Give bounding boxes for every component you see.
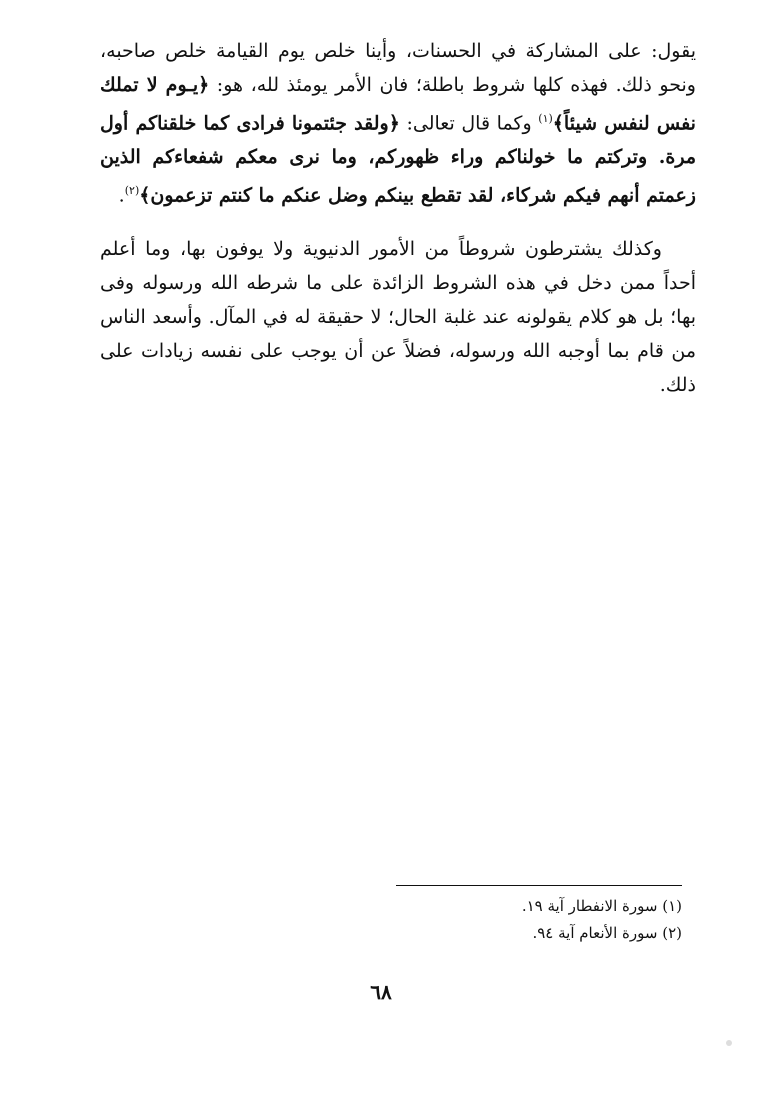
paragraph-2 — [100, 232, 696, 402]
paragraph-1-text-c: . — [118, 184, 125, 207]
paragraph-1-text-b: وكما قال تعالى: — [399, 112, 539, 135]
quran-quote-1: ﴿يـوم لا تملك نفس لنفس شيئاً﴾ — [100, 74, 696, 135]
footnote-1: (١) سورة الانفطار آية ١٩. — [521, 897, 682, 915]
quran-quote-2: ﴿ولقد جئتمونا فرادى كما خلقناكم أول مرة. وتركتم ما خولناكم وراء ظهوركم، وما نرى معكم شفعاءكم الذين زعمتم أنهم فيكم شركاء، لقد تقطع بينكم وضل عنكم ما كنتم تزعمون﴾ — [100, 112, 696, 207]
footnotes — [396, 893, 682, 947]
footnote-2: (٢) سورة الأنعام آية ٩٤. — [532, 924, 682, 942]
footnote-ref-2: (٢) — [124, 184, 140, 198]
footnote-ref-1: (١) — [538, 112, 553, 125]
footnote-divider — [396, 885, 682, 886]
paragraph-1 — [100, 34, 696, 213]
paragraph-1-text-a: يقول: على المشاركة في الحسنات، وأينا خلص يوم القيامة خلص صاحبه، ونحو ذلك. فهذه كلها شروط باطلة؛ فان الأمر يومئذ لله، هو: — [100, 40, 696, 96]
scan-speck — [726, 1040, 732, 1046]
paragraph-2-text: وكذلك يشترطون شروطاً من الأمور الدنيوية ولا يوفون بها، وما أعلم أحداً ممن دخل في هذه الشروط الزائدة على ما شرطه الله ورسوله وفى بها؛ بل هو كلام يقولونه عند غلبة الحال؛ لا حقيقة له في المآل. وأسعد الناس من قام بما أوجبه الله ورسوله، فضلاً عن أن يوجب على نفسه زيادات على ذلك. — [100, 238, 696, 396]
page-number: ٦٨ — [370, 980, 392, 1004]
